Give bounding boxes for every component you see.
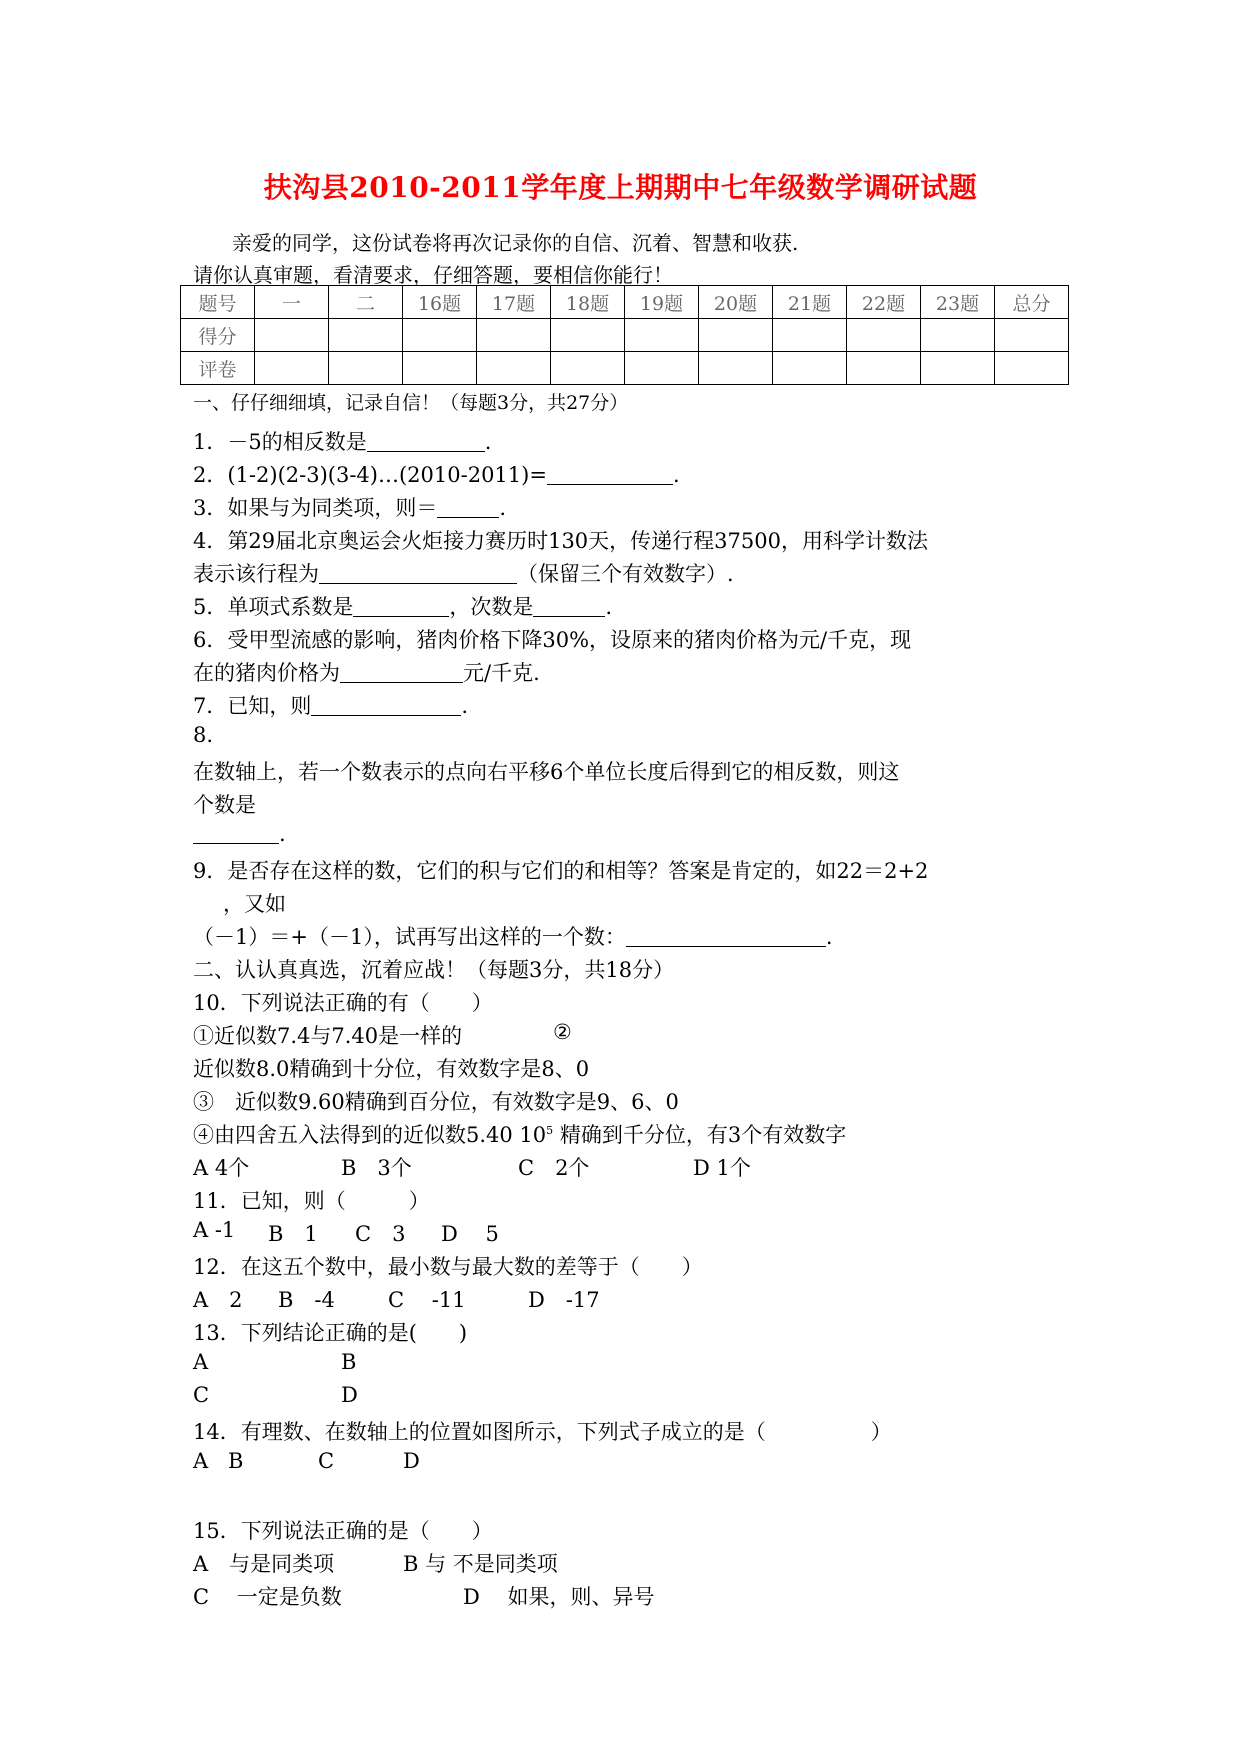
option-c[interactable]: C — [318, 1449, 335, 1473]
question-text: 1．－5的相反数是 — [193, 430, 367, 454]
answer-blank[interactable] — [319, 562, 517, 584]
table-header-cell: 一 — [255, 286, 329, 319]
punctuation: . — [484, 430, 492, 454]
option-a[interactable]: A 4个 — [193, 1156, 250, 1180]
question-13: 13．下列结论正确的是( ) — [193, 1321, 468, 1345]
question-7 — [193, 690, 468, 720]
grader-cell — [551, 352, 625, 385]
grader-cell — [329, 352, 403, 385]
score-cell — [699, 319, 773, 352]
punctuation: . — [461, 694, 469, 718]
option-c[interactable]: C — [193, 1383, 210, 1407]
question-9-line-2: ，又如 — [223, 892, 286, 916]
answer-blank[interactable] — [367, 430, 485, 452]
question-14: 14．有理数、在数轴上的位置如图所示，下列式子成立的是（ ） — [193, 1420, 892, 1444]
question-8-answer — [193, 822, 286, 846]
option-a[interactable]: A 与是同类项 — [193, 1552, 335, 1576]
table-header-cell: 总分 — [995, 286, 1069, 319]
grader-cell — [773, 352, 847, 385]
question-6-line-1: 6．受甲型流感的影响，猪肉价格下降30%，设原来的猪肉价格为元/千克，现 — [193, 628, 912, 652]
answer-blank[interactable] — [340, 661, 463, 683]
punctuation: . — [499, 496, 507, 520]
grader-cell — [255, 352, 329, 385]
question-3 — [193, 492, 506, 522]
score-cell — [255, 319, 329, 352]
answer-blank[interactable] — [547, 463, 673, 485]
question-1 — [193, 426, 491, 456]
question-text: ，次数是 — [449, 595, 534, 619]
score-cell — [847, 319, 921, 352]
question-text: 表示该行程为 — [193, 562, 319, 586]
question-8-line-2: 个数是 — [193, 793, 256, 817]
option-b[interactable]: B — [228, 1449, 244, 1473]
option-a[interactable]: A — [193, 1449, 209, 1473]
section1-heading: 一、仔仔细细填，记录自信！（每题3分，共27分） — [193, 392, 629, 414]
grader-cell — [625, 352, 699, 385]
question-text: 在的猪肉价格为 — [193, 661, 340, 685]
question-9-line-3 — [193, 921, 833, 951]
score-cell — [921, 319, 995, 352]
option-d[interactable]: D 如果，则、异号 — [463, 1585, 655, 1609]
score-cell — [995, 319, 1069, 352]
score-table — [180, 285, 1069, 385]
question-6-line-2 — [193, 657, 540, 687]
option-a[interactable]: A 2 — [193, 1288, 243, 1312]
question-12: 12．在这五个数中，最小数与最大数的差等于（ ） — [193, 1255, 703, 1279]
answer-blank[interactable] — [193, 822, 279, 844]
exponent: 5 — [546, 1124, 554, 1137]
exam-title: 扶沟县2010-2011学年度上期期中七年级数学调研试题 — [263, 171, 978, 204]
grader-cell — [403, 352, 477, 385]
option-d[interactable]: D — [341, 1383, 358, 1407]
table-header-cell: 22题 — [847, 286, 921, 319]
option-d[interactable]: D 1个 — [693, 1156, 751, 1180]
question-text: 5．单项式系数是 — [193, 595, 354, 619]
question-text: （－1）＝+（－1），试再写出这样的一个数： — [193, 925, 626, 949]
score-table-header-row — [181, 286, 1069, 319]
question-15: 15．下列说法正确的是（ ） — [193, 1519, 493, 1543]
answer-blank[interactable] — [533, 595, 605, 617]
score-cell — [773, 319, 847, 352]
option-d[interactable]: D — [403, 1449, 420, 1473]
table-header-cell: 二 — [329, 286, 403, 319]
grader-cell — [921, 352, 995, 385]
question-10: 10．下列说法正确的有（ ） — [193, 991, 493, 1015]
question-11: 11．已知，则（ ） — [193, 1189, 430, 1213]
intro-line-1: 亲爱的同学，这份试卷将再次记录你的自信、沉着、智慧和收获. — [232, 231, 799, 255]
question-2 — [193, 459, 680, 489]
option-c[interactable]: C 3 — [355, 1222, 406, 1246]
option-c[interactable]: C 2个 — [518, 1156, 590, 1180]
option-b[interactable]: B — [341, 1350, 357, 1374]
table-header-cell: 19题 — [625, 286, 699, 319]
option-a[interactable]: A — [193, 1350, 209, 1374]
question-8-line-1: 在数轴上，若一个数表示的点向右平移6个单位长度后得到它的相反数，则这 — [193, 760, 900, 784]
punctuation: . — [279, 822, 286, 846]
section2-heading: 二、认认真真选，沉着应战！（每题3分，共18分） — [193, 958, 675, 982]
question-text: ④由四舍五入法得到的近似数5.40 10 — [193, 1123, 547, 1147]
question-4-line-1: 4．第29届北京奥运会火炬接力赛历时130天，传递行程37500，用科学计数法 — [193, 529, 928, 553]
score-table-row — [181, 352, 1069, 385]
punctuation: . — [605, 595, 613, 619]
question-10-statement-1: ①近似数7.4与7.40是一样的 — [193, 1024, 463, 1048]
score-cell — [551, 319, 625, 352]
table-header-cell: 18题 — [551, 286, 625, 319]
table-header-cell: 17题 — [477, 286, 551, 319]
question-text: 精确到千分位，有3个有效数字 — [553, 1123, 847, 1147]
question-4-line-2 — [193, 558, 734, 588]
option-a[interactable]: A -1 — [193, 1218, 236, 1242]
option-d[interactable]: D -17 — [528, 1288, 600, 1312]
score-cell — [477, 319, 551, 352]
intro-line-2: 请你认真审题，看清要求，仔细答题，要相信你能行！ — [193, 263, 673, 287]
question-10-statement-4 — [193, 1119, 846, 1149]
punctuation: . — [672, 463, 680, 487]
score-cell — [403, 319, 477, 352]
grader-cell — [477, 352, 551, 385]
option-d[interactable]: D 5 — [441, 1222, 499, 1246]
option-c[interactable]: C 一定是负数 — [193, 1585, 342, 1609]
question-text: 元/千克. — [463, 661, 540, 685]
score-cell — [625, 319, 699, 352]
grader-cell — [995, 352, 1069, 385]
answer-blank[interactable] — [353, 595, 449, 617]
row-label-grader: 评卷 — [181, 352, 255, 385]
table-header-cell: 23题 — [921, 286, 995, 319]
punctuation: . — [825, 925, 833, 949]
option-b[interactable]: B -4 — [278, 1288, 335, 1312]
question-text: （保留三个有效数字）. — [517, 562, 734, 586]
table-header-cell: 20题 — [699, 286, 773, 319]
table-header-cell: 题号 — [181, 286, 255, 319]
score-cell — [329, 319, 403, 352]
table-header-cell: 16题 — [403, 286, 477, 319]
question-text: 2．(1-2)(2-3)(3-4)…(2010-2011)= — [193, 463, 547, 487]
option-b[interactable]: B 1 — [268, 1222, 318, 1246]
answer-blank[interactable] — [437, 496, 499, 518]
question-5 — [193, 591, 612, 621]
option-c[interactable]: C -11 — [388, 1288, 466, 1312]
answer-blank[interactable] — [311, 694, 461, 716]
table-header-cell: 21题 — [773, 286, 847, 319]
option-b[interactable]: B 3个 — [341, 1156, 412, 1180]
row-label-score: 得分 — [181, 319, 255, 352]
answer-blank[interactable] — [626, 925, 826, 947]
question-text: 3．如果与为同类项，则＝ — [193, 496, 438, 520]
question-9-line-1: 9．是否存在这样的数，它们的积与它们的和相等？答案是肯定的，如22＝2+2 — [193, 859, 929, 883]
option-b[interactable]: B 与 不是同类项 — [403, 1552, 558, 1576]
grader-cell — [699, 352, 773, 385]
question-10-statement-2: 近似数8.0精确到十分位，有效数字是8、0 — [193, 1057, 590, 1081]
question-text: 7．已知，则 — [193, 694, 312, 718]
score-table-row — [181, 319, 1069, 352]
question-8-number: 8. — [193, 723, 214, 747]
question-10-statement-2-mark: ② — [553, 1020, 572, 1044]
question-10-statement-3: ③ 近似数9.60精确到百分位，有效数字是9、6、0 — [193, 1090, 679, 1114]
grader-cell — [847, 352, 921, 385]
